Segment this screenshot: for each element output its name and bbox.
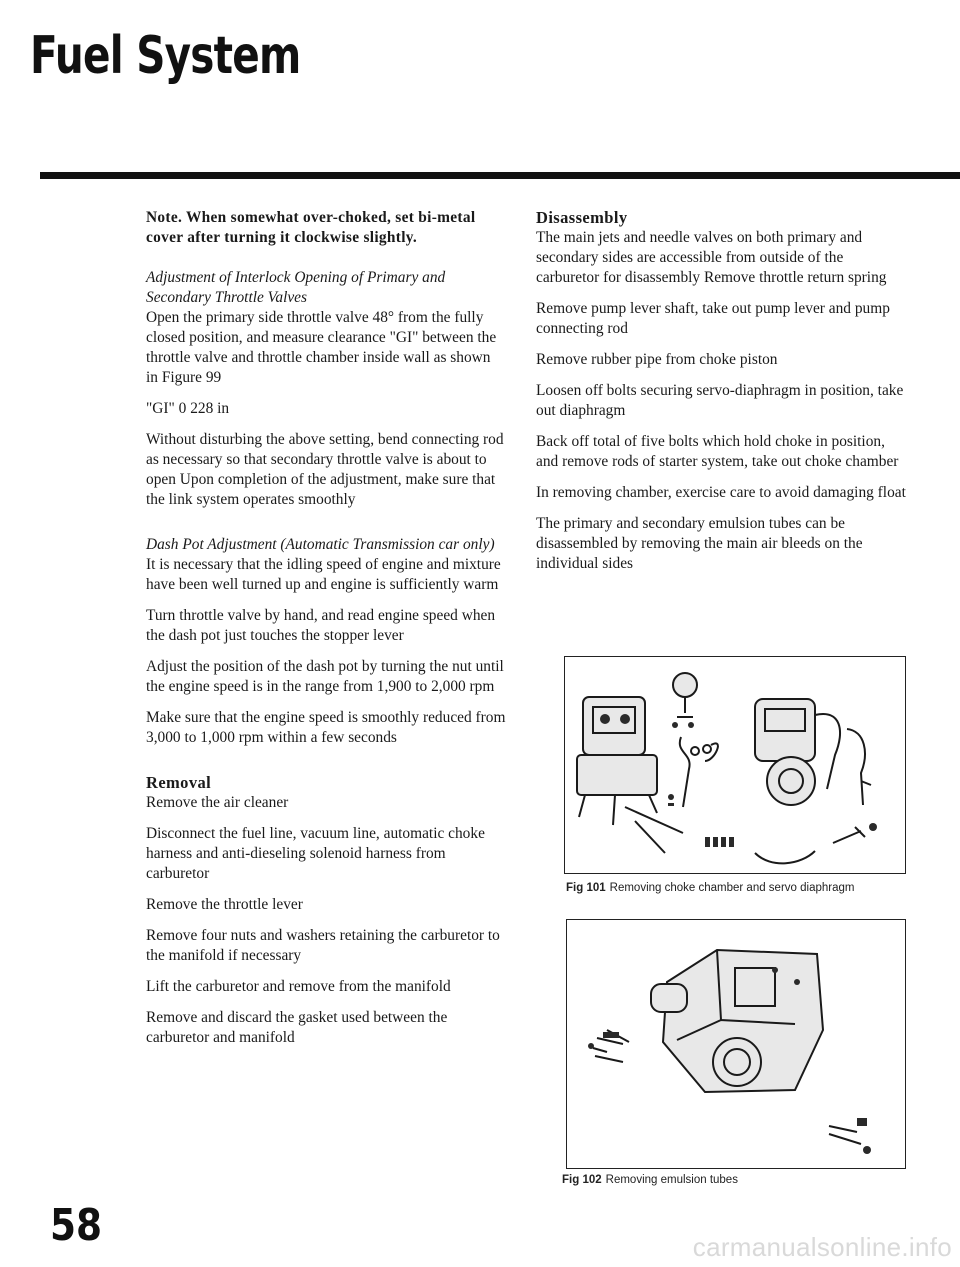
disassembly-paragraph-3: Remove rubber pipe from choke piston [536,351,778,368]
removal-paragraph-3: Remove the throttle lever [146,896,303,913]
interlock-heading: Adjustment of Interlock Opening of Primary and Secondary Throttle Valves [146,269,446,306]
disassembly-paragraph-2: Remove pump lever shaft, take out pump lever and pump connecting rod [536,300,890,337]
interlock-paragraph-3: Without disturbing the above setting, bend connecting rod as necessary so that secondary throttle valve is about to open Upon completion of the adjustment, make sure that the link system operates smoothly [146,431,504,508]
figure-101 [564,656,906,874]
watermark: carmanualsonline.info [692,1232,952,1262]
figure-101-caption [566,882,854,894]
interlock-paragraph-1: Open the primary side throttle valve 48° from the fully closed position, and measure clearance "GI" between the throttle valve and throttle chamber inside wall as shown in Figure 99 [146,309,497,386]
page-number: 58 [50,1200,103,1251]
disassembly-paragraph-6: In removing chamber, exercise care to avoid damaging float [536,484,906,501]
disassembly-paragraph-5: Back off total of five bolts which hold choke in position, and remove rods of starter system, take out choke chamber [536,433,899,470]
removal-paragraph-4: Remove four nuts and washers retaining the carburetor to the manifold if necessary [146,927,500,964]
dash-pot-paragraph-2: Turn throttle valve by hand, and read engine speed when the dash pot just touches the stopper lever [146,607,496,644]
removal-paragraph-2: Disconnect the fuel line, vacuum line, automatic choke harness and anti-dieseling solenoid harness from carburetor [146,825,485,882]
disassembly-paragraph-7: The primary and secondary emulsion tubes can be disassembled by removing the main air bleeds on the individual sides [536,515,863,572]
right-column [536,208,910,585]
left-column [146,208,506,1059]
dash-pot-paragraph-4: Make sure that the engine speed is smoothly reduced from 3,000 to 1,000 rpm within a few seconds [146,709,506,746]
dash-pot-paragraph-1: It is necessary that the idling speed of engine and mixture have been well turned up and engine is sufficiently warm [146,556,501,593]
figure-101-label: Fig 101 [566,882,606,894]
section-title: Fuel System [30,26,301,86]
removal-section [146,773,506,813]
header-rule [40,172,960,179]
removal-paragraph-6: Remove and discard the gasket used between the carburetor and manifold [146,1009,448,1046]
removal-heading: Removal [146,773,212,792]
note-paragraph: Note. When somewhat over-choked, set bi-metal cover after turning it clockwise slightly. [146,209,476,246]
figure-102-caption-text: Removing emulsion tubes [605,1174,738,1186]
figure-102 [566,919,906,1169]
interlock-section [146,268,506,388]
emulsion-tube-illustration [567,920,905,1168]
removal-paragraph-5: Lift the carburetor and remove from the manifold [146,978,451,995]
disassembly-section [536,208,910,288]
disassembly-heading: Disassembly [536,208,628,227]
dash-pot-heading: Dash Pot Adjustment (Automatic Transmission car only) [146,536,495,553]
figure-102-label: Fig 102 [562,1174,602,1186]
interlock-paragraph-2: "GI" 0 228 in [146,400,230,417]
figure-102-caption [562,1174,738,1186]
dash-pot-section [146,535,506,595]
dash-pot-paragraph-3: Adjust the position of the dash pot by turning the nut until the engine speed is in the range from 1,900 to 2,000 rpm [146,658,504,695]
disassembly-paragraph-4: Loosen off bolts securing servo-diaphragm in position, take out diaphragm [536,382,904,419]
carburetor-choke-illustration [565,657,905,873]
figure-101-caption-text: Removing choke chamber and servo diaphragm [609,882,855,894]
disassembly-paragraph-1: The main jets and needle valves on both primary and secondary sides are accessible from outside of the carburetor for disassembly Remove throttle return spring [536,229,887,286]
removal-paragraph-1: Remove the air cleaner [146,794,289,811]
